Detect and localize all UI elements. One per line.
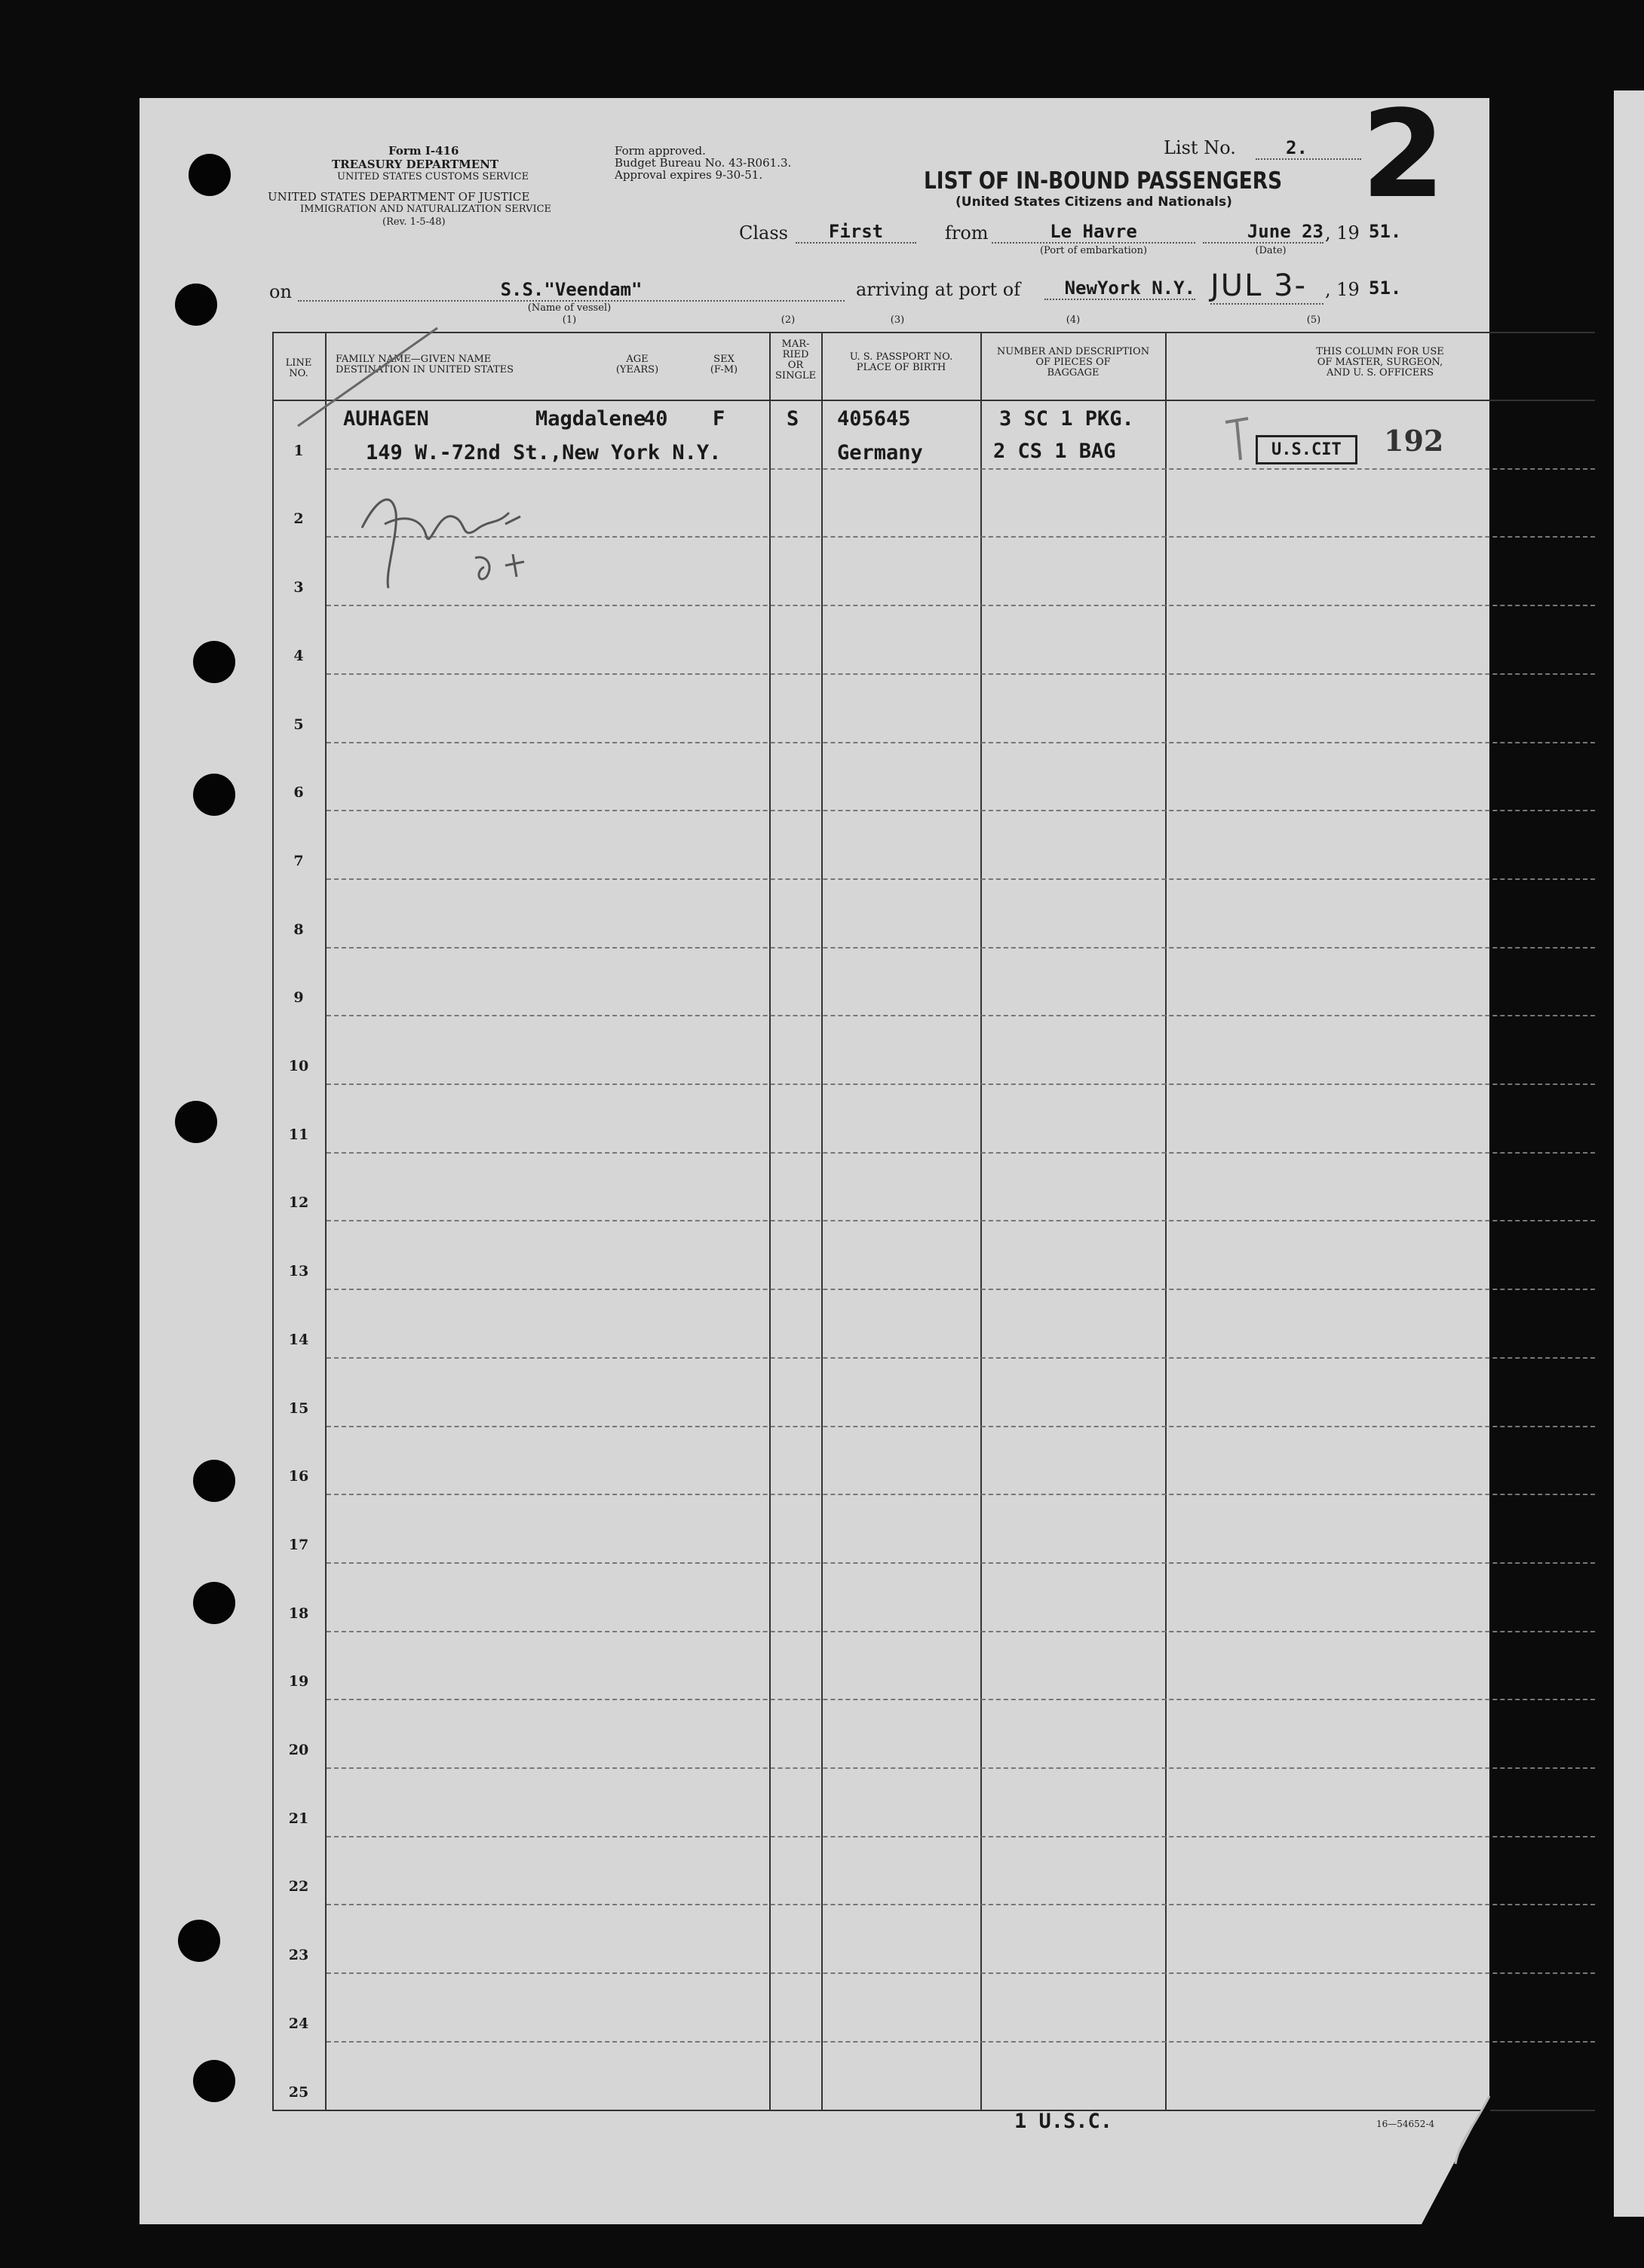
row-rule: [327, 1699, 1595, 1700]
marital-col-divider: [821, 332, 823, 2111]
departure-date: June 23: [1203, 221, 1323, 244]
row-rule: [327, 1562, 1595, 1564]
line-number: 7: [293, 853, 304, 869]
manifest-sheet: [140, 84, 1489, 2224]
handwritten-annotation: [354, 483, 551, 603]
adjacent-page-edge: [1614, 90, 1644, 2217]
marital-value: S: [787, 407, 799, 431]
vessel-caption: (Name of vessel): [527, 302, 612, 314]
col3-number: (3): [890, 314, 905, 326]
line-number: 9: [293, 989, 304, 1006]
age-value: 40: [643, 407, 668, 431]
arriving-label: arriving at port of: [856, 279, 1021, 300]
line-col-divider: [325, 332, 327, 2111]
departure-year: 51.: [1369, 221, 1402, 242]
row-rule: [327, 1631, 1595, 1632]
pencil-tick: [1218, 415, 1263, 467]
header-sex: SEX (F-M): [710, 354, 738, 375]
arrival-year-prefix: , 19: [1325, 279, 1360, 300]
arrival-year: 51.: [1369, 277, 1402, 299]
row-rule: [327, 2041, 1595, 2043]
manifest-subtitle: (United States Citizens and Nationals): [955, 195, 1232, 210]
table-bottom-border: [272, 2110, 1595, 2111]
row-rule: [327, 1836, 1595, 1837]
header-officers: THIS COLUMN FOR USE OF MASTER, SURGEON, AND U. S. OFFICERS: [1316, 346, 1444, 379]
row-rule: [327, 1904, 1595, 1905]
class-label: Class: [739, 222, 788, 244]
port-caption: (Port of embarkation): [1039, 245, 1148, 256]
row-rule: [327, 1972, 1595, 1974]
folded-corner: [1414, 2096, 1497, 2224]
punch-hole: [175, 1101, 217, 1143]
budget-bureau: Budget Bureau No. 43-R061.3.: [615, 156, 792, 170]
department-of-justice: UNITED STATES DEPARTMENT OF JUSTICE: [268, 190, 530, 204]
punch-hole: [189, 154, 231, 196]
vessel-name: S.S."Veendam": [298, 279, 845, 302]
row-rule: [327, 947, 1595, 949]
family-name: AUHAGEN: [343, 407, 429, 431]
manifest-title: LIST OF IN-BOUND PASSENGERS: [924, 167, 1283, 195]
punch-hole: [193, 1460, 235, 1502]
arrival-port: NewYork N.Y.: [1044, 277, 1195, 300]
name-col-divider: [769, 332, 771, 2111]
destination-address: 149 W.-72nd St.,New York N.Y.: [366, 441, 722, 464]
header-passport: U. S. PASSPORT NO. PLACE OF BIRTH: [849, 351, 953, 373]
row-rule: [327, 1152, 1595, 1154]
punch-hole: [193, 774, 235, 816]
header-baggage: NUMBER AND DESCRIPTION OF PIECES OF BAGGAGE: [996, 346, 1150, 379]
header-age: AGE (YEARS): [615, 354, 659, 375]
passport-col-divider: [980, 332, 982, 2111]
line-number: 14: [288, 1332, 309, 1348]
place-of-birth: Germany: [837, 441, 923, 464]
punch-hole: [193, 1582, 235, 1624]
line-number: 3: [293, 579, 304, 596]
row-rule: [327, 1220, 1595, 1221]
line-number: 16: [288, 1468, 309, 1485]
line-number: 10: [288, 1058, 309, 1074]
customs-service: UNITED STATES CUSTOMS SERVICE: [337, 171, 529, 182]
line-number: 5: [293, 716, 304, 733]
form-approved: Form approved.: [615, 144, 706, 158]
row-rule: [327, 742, 1595, 743]
line-number: 22: [288, 1878, 309, 1895]
row-rule: [327, 1015, 1595, 1016]
row-rule: [327, 1767, 1595, 1769]
line-number: 24: [288, 2015, 309, 2032]
punch-hole: [193, 2060, 235, 2102]
punch-hole: [193, 641, 235, 683]
form-number: Form I-416: [388, 144, 459, 158]
treasury-department: TREASURY DEPARTMENT: [332, 158, 499, 171]
line-number: 18: [288, 1605, 309, 1622]
arrival-date-stamp: JUL 3-: [1210, 268, 1323, 305]
line-number: 8: [293, 921, 304, 938]
list-number-label: List No.: [1164, 137, 1236, 158]
baggage-line-1: 3 SC 1 PKG.: [999, 407, 1134, 431]
print-code: 16—54652-4: [1376, 2119, 1435, 2129]
line-number: 21: [288, 1810, 309, 1827]
passport-number: 405645: [837, 407, 911, 431]
list-number-value: 2.: [1256, 137, 1361, 160]
citizen-stamp: U.S.CIT: [1256, 435, 1357, 464]
header-marital: MAR- RIED OR SINGLE: [775, 339, 816, 382]
line-number: 4: [293, 648, 304, 664]
col1-caption: (1): [562, 314, 577, 326]
punch-hole: [178, 1920, 220, 1962]
given-name: Magdalene: [535, 407, 646, 431]
line-number: 17: [288, 1537, 309, 1553]
pencil-strike: [294, 324, 445, 430]
punch-hole: [175, 284, 217, 326]
line-number: 13: [288, 1263, 309, 1280]
line-number: 20: [288, 1742, 309, 1758]
line-number: 2: [293, 510, 304, 527]
row-rule: [327, 605, 1595, 606]
officer-number: 192: [1384, 424, 1444, 458]
big-list-number: 2: [1361, 84, 1446, 225]
total-count: 1 U.S.C.: [1014, 2110, 1113, 2133]
line-number: 11: [288, 1126, 309, 1143]
row-rule: [327, 1426, 1595, 1427]
row-rule: [327, 1494, 1595, 1495]
table-header-border: [272, 400, 1595, 401]
date-caption: (Date): [1255, 245, 1287, 256]
col5-number: (5): [1306, 314, 1321, 326]
row-rule: [327, 1357, 1595, 1359]
year-prefix: , 19: [1325, 222, 1360, 244]
row-rule: [327, 810, 1595, 811]
line-number: 23: [288, 1947, 309, 1963]
row-rule: [327, 1083, 1595, 1085]
ins-service: IMMIGRATION AND NATURALIZATION SERVICE: [300, 204, 552, 215]
line-number: 25: [288, 2084, 309, 2101]
line-number: 19: [288, 1673, 309, 1690]
line-number: 6: [293, 784, 304, 801]
baggage-line-2: 2 CS 1 BAG: [993, 440, 1116, 463]
row-rule: [327, 1289, 1595, 1290]
col4-number: (4): [1066, 314, 1081, 326]
from-label: from: [945, 222, 989, 244]
port-of-embarkation: Le Havre: [992, 221, 1195, 244]
table-top-border: [272, 332, 1595, 333]
line-number: 15: [288, 1400, 309, 1417]
header-line-no: LINE NO.: [285, 357, 312, 379]
col2-number: (2): [781, 314, 796, 326]
row-rule: [327, 673, 1595, 675]
row-rule: [327, 878, 1595, 880]
baggage-col-divider: [1165, 332, 1167, 2111]
row-rule: [327, 468, 1595, 470]
approval-expires: Approval expires 9-30-51.: [615, 168, 763, 182]
table-left-border: [272, 332, 274, 2111]
form-revision: (Rev. 1-5-48): [382, 216, 446, 228]
line-number: 12: [288, 1194, 309, 1211]
sex-value: F: [713, 407, 725, 431]
on-label: on: [269, 281, 292, 302]
line-number: 1: [293, 443, 304, 459]
header-name-destination: FAMILY NAME—GIVEN NAME DESTINATION IN UNITED STATES: [336, 354, 514, 375]
class-value: First: [796, 221, 916, 244]
